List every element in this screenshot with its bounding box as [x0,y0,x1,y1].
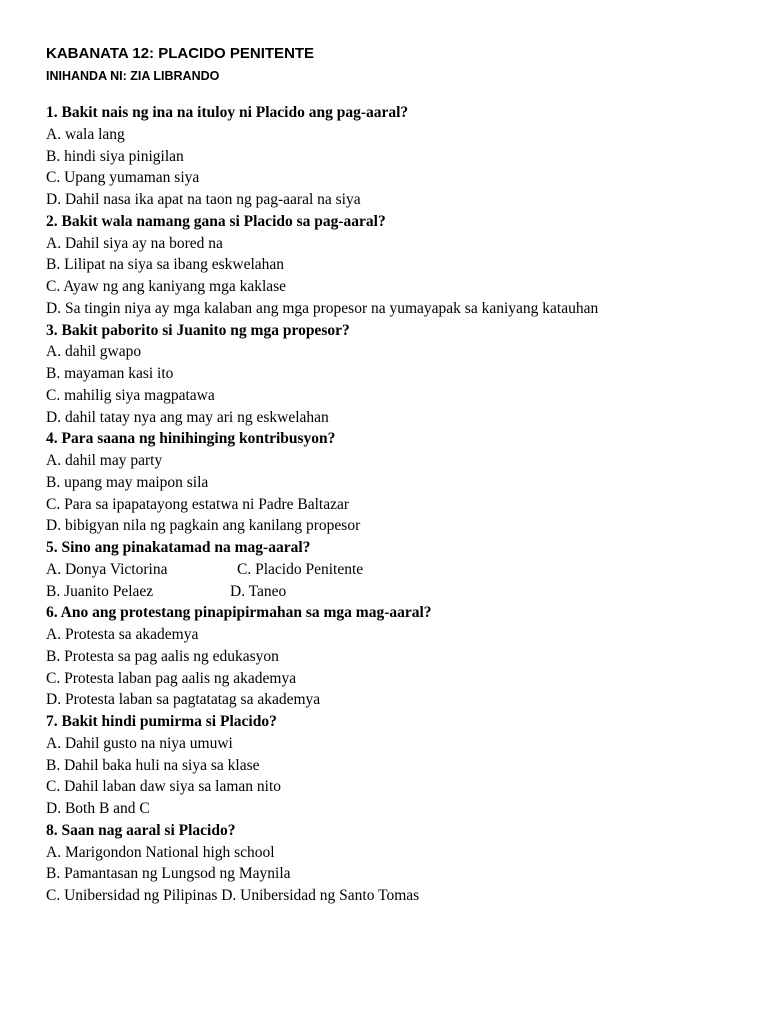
option-a: A. Protesta sa akademya [46,626,199,643]
option-d: D. dahil tatay nya ang may ari ng eskwelahan [46,408,329,426]
option-d: D. Taneo [230,582,287,600]
option-c: C. Ayaw ng ang kaniyang mga kaklase [46,278,287,295]
option-d: D. Protesta laban sa pagtatatag sa akademya [46,691,321,709]
option-b: B. hindi siya pinigilan [46,147,184,165]
question-text: 8. Saan nag aaral si Placido? [46,821,236,839]
question-text: 4. Para saana ng hinihinging kontribusyon? [46,430,336,448]
question-7 [46,711,746,820]
question-text: 2. Bakit wala namang gana si Placido sa pag-aaral? [46,212,386,230]
question-list [46,102,746,907]
option-b: B. mayaman kasi ito [46,365,174,382]
question-text: 1. Bakit nais ng ina na ituloy ni Placido ang pag-aaral? [46,104,409,121]
option-b: B. Pamantasan ng Lungsod ng Maynila [46,865,291,883]
option-d: D. bibigyan nila ng pagkain ang kanilang propesor [46,517,361,535]
option-c: C. Dahil laban daw siya sa laman nito [46,778,282,796]
option-d: D. Both B and C [46,800,150,817]
question-text: 7. Bakit hindi pumirma si Placido? [46,713,277,730]
document-page [46,42,746,907]
question-3 [46,320,746,429]
option-row [46,581,746,603]
option-b: B. Protesta sa pag aalis ng edukasyon [46,647,279,665]
option-row [46,559,746,581]
question-8 [46,820,746,907]
question-text: 3. Bakit paborito si Juanito ng mga propesor? [46,321,350,339]
option-a: A. dahil may party [46,452,163,469]
option-a: A. wala lang [46,125,125,143]
option-d: D. Dahil nasa ika apat na taon ng pag-aaral na siya [46,191,361,208]
option-d: D. Sa tingin niya ay mga kalaban ang mga propesor na yumayapak sa kaniyang katauhan [46,299,599,317]
option-b: B. Dahil baka huli na siya sa klase [46,756,260,774]
question-4 [46,428,746,537]
option-c: C. Placido Penitente [237,560,364,578]
question-text: 5. Sino ang pinakatamad na mag-aaral? [46,539,311,556]
question-text: 6. Ano ang protestang pinapipirmahan sa mga mag-aaral? [46,604,432,622]
option-a: A. Dahil siya ay na bored na [46,234,223,252]
option-b: B. Juanito Pelaez [46,582,154,600]
option-a: A. Dahil gusto na niya umuwi [46,734,233,752]
document-author: INIHANDA NI: ZIA LIBRANDO [46,69,220,83]
document-title: KABANATA 12: PLACIDO PENITENTE [46,45,315,62]
option-c: C. Unibersidad ng Pilipinas D. Unibersidad ng Santo Tomas [46,887,420,904]
option-a: A. Marigondon National high school [46,843,275,861]
question-2 [46,211,746,320]
option-a: A. dahil gwapo [46,343,142,361]
question-1 [46,102,746,211]
option-b: B. upang may maipon sila [46,473,209,491]
option-a: A. Donya Victorina [46,560,168,578]
option-c: C. Upang yumaman siya [46,169,200,187]
option-c: C. Protesta laban pag aalis ng akademya [46,669,297,687]
question-6 [46,602,746,711]
option-c: C. Para sa ipapatayong estatwa ni Padre Baltazar [46,495,349,513]
option-b: B. Lilipat na siya sa ibang eskwelahan [46,256,285,274]
option-c: C. mahilig siya magpatawa [46,386,215,404]
question-5 [46,537,746,602]
